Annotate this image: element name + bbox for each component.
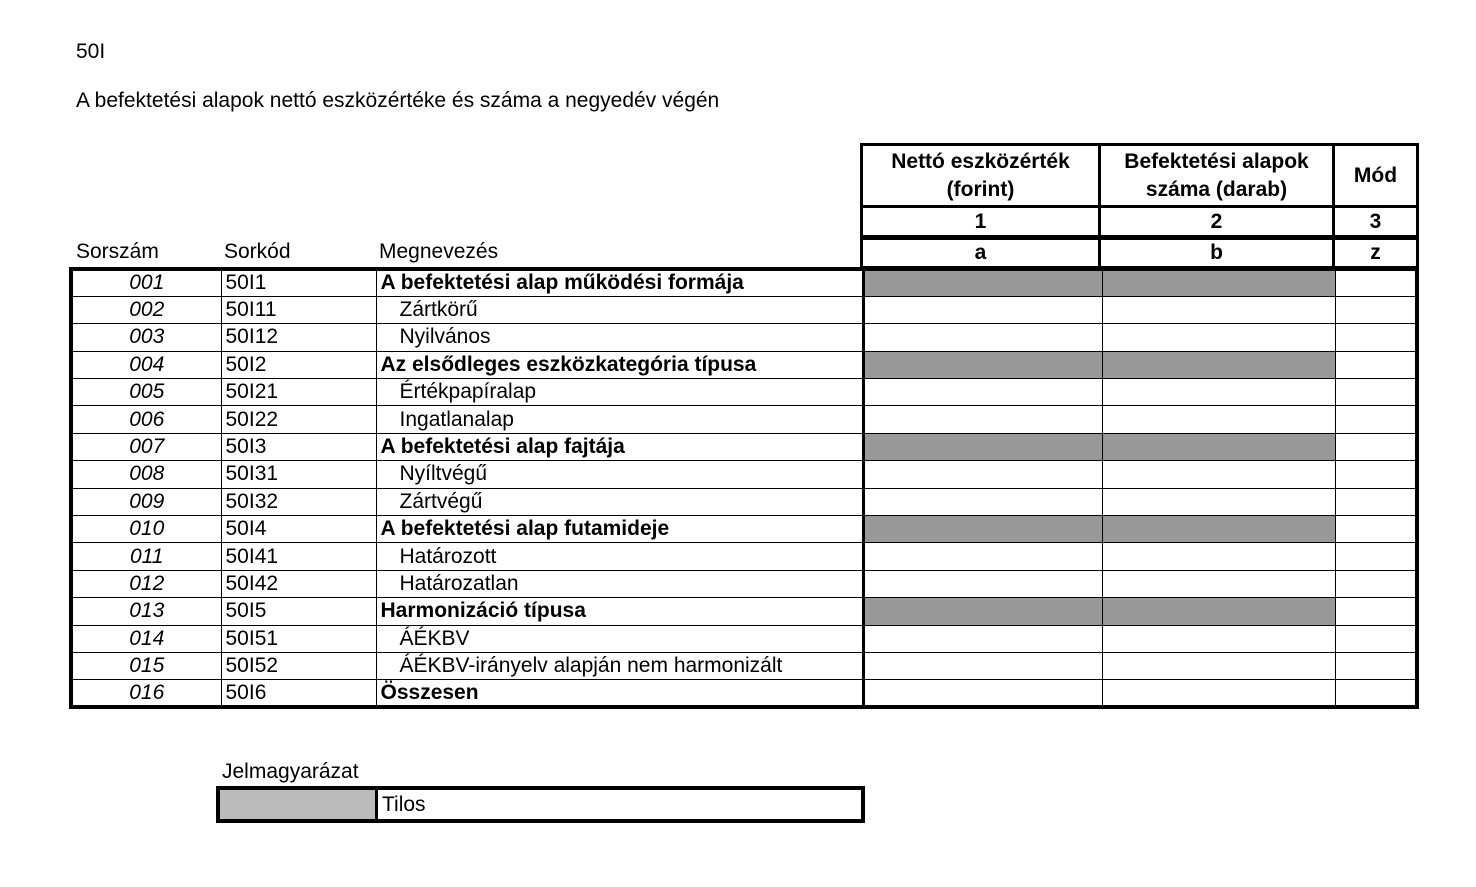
row-code: 50I51	[221, 625, 376, 652]
cell-mode[interactable]	[1335, 296, 1417, 323]
cell-net-asset-value	[863, 598, 1102, 625]
row-number: 015	[71, 652, 221, 679]
cell-net-asset-value[interactable]	[863, 379, 1102, 406]
row-label: ÁÉKBV-irányelv alapján nem harmonizált	[376, 652, 863, 679]
row-number: 001	[71, 269, 221, 296]
row-label: Zártvégű	[376, 488, 863, 515]
table-row	[71, 296, 1417, 323]
cell-mode[interactable]	[1335, 351, 1417, 378]
row-number: 004	[71, 351, 221, 378]
row-number: 006	[71, 406, 221, 433]
cell-mode[interactable]	[1335, 570, 1417, 597]
row-number: 014	[71, 625, 221, 652]
form-code: 50I	[76, 40, 106, 63]
row-label: A befektetési alap futamideje	[376, 516, 863, 543]
row-label: A befektetési alap fajtája	[376, 433, 863, 460]
cell-net-asset-value[interactable]	[863, 680, 1102, 707]
row-code: 50I12	[221, 324, 376, 351]
table-row	[71, 652, 1417, 679]
header-letter-a: a	[860, 237, 1101, 269]
header-num-3: 3	[1332, 205, 1419, 238]
row-code: 50I52	[221, 652, 376, 679]
data-table	[69, 267, 1419, 709]
row-label: Összesen	[376, 680, 863, 707]
row-code: 50I21	[221, 379, 376, 406]
table-row	[71, 379, 1417, 406]
header-letter-z: z	[1332, 237, 1419, 269]
cell-fund-count[interactable]	[1102, 488, 1335, 515]
cell-fund-count[interactable]	[1102, 652, 1335, 679]
row-code: 50I6	[221, 680, 376, 707]
table-row	[71, 269, 1417, 296]
cell-mode[interactable]	[1335, 625, 1417, 652]
row-label: Nyíltvégű	[376, 461, 863, 488]
row-number: 010	[71, 516, 221, 543]
cell-fund-count[interactable]	[1102, 379, 1335, 406]
table-row	[71, 461, 1417, 488]
row-label: Zártkörű	[376, 296, 863, 323]
cell-fund-count	[1102, 598, 1335, 625]
cell-net-asset-value[interactable]	[863, 570, 1102, 597]
row-number: 003	[71, 324, 221, 351]
cell-mode[interactable]	[1335, 488, 1417, 515]
cell-net-asset-value[interactable]	[863, 625, 1102, 652]
header-label-1: Nettó eszközérték (forint)	[860, 143, 1101, 208]
cell-mode[interactable]	[1335, 324, 1417, 351]
cell-net-asset-value	[863, 269, 1102, 296]
cell-net-asset-value	[863, 351, 1102, 378]
header-label-2: Befektetési alapok száma (darab)	[1098, 143, 1335, 208]
row-number: 011	[71, 543, 221, 570]
cell-mode[interactable]	[1335, 406, 1417, 433]
table-row	[71, 543, 1417, 570]
row-code: 50I11	[221, 296, 376, 323]
legend-swatch	[220, 790, 378, 819]
legend-label: Jelmagyarázat	[222, 760, 359, 783]
table-row	[71, 680, 1417, 707]
legend-item-text: Tilos	[382, 793, 426, 816]
cell-fund-count[interactable]	[1102, 625, 1335, 652]
row-number: 002	[71, 296, 221, 323]
row-code: 50I4	[221, 516, 376, 543]
form-title: A befektetési alapok nettó eszközértéke és száma a negyedév végén	[76, 89, 720, 112]
row-label: Ingatlanalap	[376, 406, 863, 433]
col-header-megnevezes: Megnevezés	[379, 240, 499, 263]
row-number: 016	[71, 680, 221, 707]
cell-fund-count[interactable]	[1102, 406, 1335, 433]
col-header-sorkod: Sorkód	[224, 240, 291, 263]
cell-fund-count[interactable]	[1102, 680, 1335, 707]
row-number: 007	[71, 433, 221, 460]
row-number: 005	[71, 379, 221, 406]
row-number: 012	[71, 570, 221, 597]
col-header-sorszam: Sorszám	[76, 240, 159, 263]
cell-mode[interactable]	[1335, 461, 1417, 488]
table-row	[71, 516, 1417, 543]
row-code: 50I1	[221, 269, 376, 296]
row-number: 008	[71, 461, 221, 488]
legend	[216, 786, 865, 823]
header-num-1: 1	[860, 205, 1101, 238]
cell-mode[interactable]	[1335, 598, 1417, 625]
cell-net-asset-value	[863, 516, 1102, 543]
cell-mode[interactable]	[1335, 516, 1417, 543]
cell-mode[interactable]	[1335, 433, 1417, 460]
cell-fund-count	[1102, 433, 1335, 460]
row-number: 009	[71, 488, 221, 515]
table-row	[71, 598, 1417, 625]
table-row	[71, 324, 1417, 351]
cell-mode[interactable]	[1335, 680, 1417, 707]
cell-fund-count	[1102, 516, 1335, 543]
cell-net-asset-value[interactable]	[863, 543, 1102, 570]
cell-fund-count[interactable]	[1102, 543, 1335, 570]
cell-mode[interactable]	[1335, 543, 1417, 570]
header-num-2: 2	[1098, 205, 1335, 238]
cell-net-asset-value[interactable]	[863, 406, 1102, 433]
cell-net-asset-value	[863, 433, 1102, 460]
table-row	[71, 351, 1417, 378]
cell-fund-count[interactable]	[1102, 461, 1335, 488]
row-label: Az elsődleges eszközkategória típusa	[376, 351, 863, 378]
cell-fund-count[interactable]	[1102, 570, 1335, 597]
cell-net-asset-value[interactable]	[863, 461, 1102, 488]
cell-fund-count	[1102, 269, 1335, 296]
table-row	[71, 625, 1417, 652]
table-row	[71, 406, 1417, 433]
row-number: 013	[71, 598, 221, 625]
row-code: 50I2	[221, 351, 376, 378]
cell-mode[interactable]	[1335, 269, 1417, 296]
table-row	[71, 488, 1417, 515]
row-code: 50I42	[221, 570, 376, 597]
header-letter-b: b	[1098, 237, 1335, 269]
header-label-3: Mód	[1332, 143, 1419, 208]
row-label: Értékpapíralap	[376, 379, 863, 406]
row-code: 50I5	[221, 598, 376, 625]
row-label: ÁÉKBV	[376, 625, 863, 652]
cell-net-asset-value[interactable]	[863, 324, 1102, 351]
row-code: 50I32	[221, 488, 376, 515]
cell-fund-count	[1102, 351, 1335, 378]
table-row	[71, 570, 1417, 597]
cell-fund-count[interactable]	[1102, 324, 1335, 351]
cell-mode[interactable]	[1335, 652, 1417, 679]
cell-net-asset-value[interactable]	[863, 488, 1102, 515]
row-label: Nyilvános	[376, 324, 863, 351]
row-code: 50I3	[221, 433, 376, 460]
cell-net-asset-value[interactable]	[863, 296, 1102, 323]
cell-mode[interactable]	[1335, 379, 1417, 406]
row-code: 50I31	[221, 461, 376, 488]
row-label: Harmonizáció típusa	[376, 598, 863, 625]
row-code: 50I41	[221, 543, 376, 570]
row-label: Határozatlan	[376, 570, 863, 597]
table-row	[71, 433, 1417, 460]
cell-fund-count[interactable]	[1102, 296, 1335, 323]
row-label: A befektetési alap működési formája	[376, 269, 863, 296]
cell-net-asset-value[interactable]	[863, 652, 1102, 679]
row-label: Határozott	[376, 543, 863, 570]
row-code: 50I22	[221, 406, 376, 433]
